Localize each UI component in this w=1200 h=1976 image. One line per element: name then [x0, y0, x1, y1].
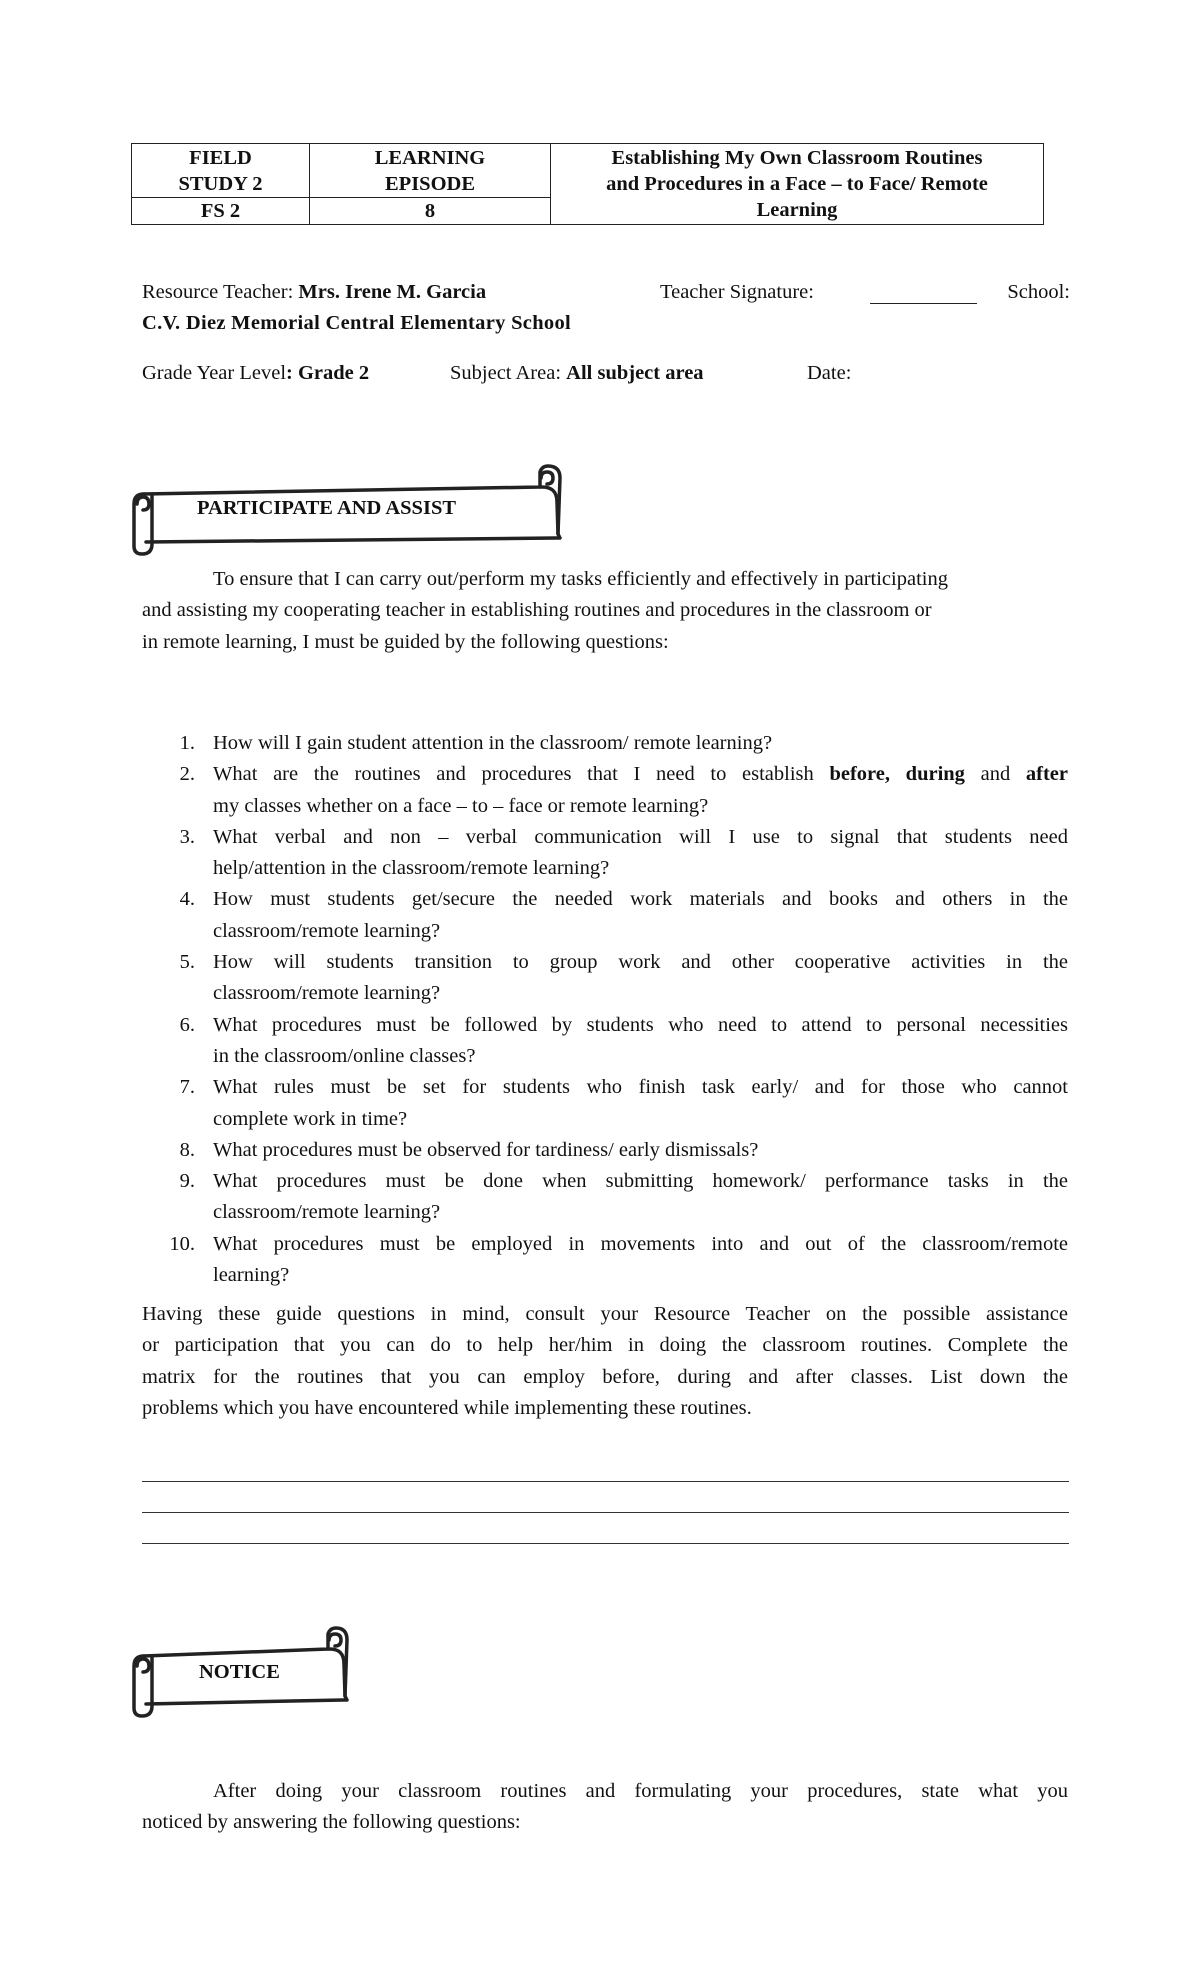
episode-header-table	[131, 143, 1044, 225]
question-text: What procedures must be followed by students who need to attend to personal necessities	[213, 1013, 1068, 1036]
notice-paragraph	[142, 1776, 1068, 1839]
list-item	[142, 728, 1068, 759]
question-text: How will I gain student attention in the classroom/ remote learning?	[213, 732, 773, 754]
grade-value: Grade 2	[292, 362, 370, 384]
notice-title: NOTICE	[199, 1661, 280, 1683]
grade-colon: :	[286, 362, 293, 384]
question-text: What procedures must be observed for tardiness/ early dismissals?	[213, 1138, 759, 1161]
participate-assist-title: PARTICIPATE AND ASSIST	[197, 497, 457, 519]
teacher-signature-label: Teacher Signature:	[660, 281, 814, 303]
resource-teacher-name: Mrs. Irene M. Garcia	[298, 281, 487, 303]
grade-subject-line	[142, 358, 1070, 389]
question-text-cont: help/attention in the classroom/remote learning?	[213, 857, 610, 880]
question-number: 2.	[179, 763, 195, 786]
answer-line-3[interactable]	[142, 1543, 1069, 1544]
list-item	[142, 759, 1068, 822]
question-number: 5.	[179, 951, 195, 974]
list-item	[142, 947, 1068, 1010]
question-text: What rules must be set for students who finish task early/ and for those who cannot	[213, 1076, 1068, 1099]
list-item	[142, 1166, 1068, 1229]
question-bold-part: before, during	[829, 763, 965, 786]
question-text	[213, 759, 1068, 790]
intro-line-3: in remote learning, I must be guided by the following questions:	[142, 630, 669, 653]
field-study-line1: FIELD	[189, 146, 252, 169]
question-number: 10.	[169, 1232, 195, 1255]
intro-line-2: and assisting my cooperating teacher in establishing routines and procedures in the classroom or	[142, 599, 932, 622]
consult-line-1: Having these guide questions in mind, consult your Resource Teacher on the possible assistance	[142, 1303, 1068, 1325]
notice-line-2: noticed by answering the following questions:	[142, 1811, 521, 1834]
question-number: 1.	[179, 732, 195, 754]
signature-blank[interactable]	[870, 285, 977, 304]
list-item	[142, 1135, 1068, 1166]
grade-label: Grade Year Level	[142, 362, 287, 384]
answer-line-1[interactable]	[142, 1481, 1069, 1482]
question-text-cont: classroom/remote learning?	[213, 1201, 441, 1224]
fs-code-cell: FS 2	[132, 198, 310, 225]
consult-paragraph	[142, 1299, 1068, 1424]
resource-teacher-line	[142, 277, 1070, 308]
question-number: 8.	[179, 1138, 195, 1161]
question-text: What verbal and non – verbal communication will I use to signal that students need	[213, 825, 1068, 848]
guide-questions-list	[142, 728, 1068, 1291]
question-text-cont: my classes whether on a face – to – face or remote learning?	[213, 794, 709, 817]
question-text: How will students transition to group work and other cooperative activities in the	[213, 951, 1068, 974]
question-number: 3.	[179, 825, 195, 848]
question-bold-part: after	[1025, 763, 1069, 786]
question-text-cont: in the classroom/online classes?	[213, 1044, 476, 1067]
question-text-cont: classroom/remote learning?	[213, 982, 441, 1005]
question-text-part: and	[964, 763, 1026, 786]
notice-banner	[130, 1626, 350, 1718]
consult-line-4: problems which you have encountered while implementing these routines.	[142, 1396, 752, 1419]
intro-paragraph	[142, 564, 1068, 658]
list-item	[142, 1072, 1068, 1135]
field-study-cell	[132, 144, 310, 198]
subject-value: All subject area	[566, 362, 704, 384]
learning-episode-line2: EPISODE	[385, 172, 475, 195]
list-item	[142, 1229, 1068, 1292]
question-text-cont: classroom/remote learning?	[213, 919, 441, 942]
notice-line-1: After doing your classroom routines and formulating your procedures, state what you	[213, 1780, 1068, 1802]
learning-episode-cell	[310, 144, 551, 198]
consult-line-3: matrix for the routines that you can employ before, during and after classes. List down the	[142, 1365, 1068, 1388]
episode-number-cell: 8	[310, 198, 551, 225]
field-study-line2: STUDY 2	[178, 172, 263, 195]
subject-label: Subject Area:	[450, 362, 567, 384]
question-text: What procedures must be employed in movements into and out of the classroom/remote	[213, 1232, 1068, 1255]
participate-assist-banner	[130, 464, 562, 556]
subject-area	[450, 358, 704, 389]
school-label: School:	[1007, 281, 1070, 303]
question-text-cont: complete work in time?	[213, 1107, 408, 1130]
episode-title-cell	[551, 144, 1044, 225]
question-text: How must students get/secure the needed work materials and books and others in the	[213, 888, 1068, 911]
episode-title-line2: and Procedures in a Face – to Face/ Remote	[606, 173, 988, 195]
school-name-line	[142, 308, 571, 339]
question-text-part: What are the routines and procedures that I need to establish	[213, 763, 830, 786]
school-name: C.V. Diez Memorial Central Elementary School	[142, 312, 571, 334]
intro-line-1: To ensure that I can carry out/perform my tasks efficiently and effectively in participating	[213, 568, 948, 590]
episode-title-line1: Establishing My Own Classroom Routines	[611, 147, 983, 169]
question-number: 9.	[179, 1170, 195, 1193]
list-item	[142, 884, 1068, 947]
question-number: 6.	[179, 1013, 195, 1036]
answer-line-2[interactable]	[142, 1512, 1069, 1513]
question-text: What procedures must be done when submitting homework/ performance tasks in the	[213, 1170, 1068, 1193]
question-number: 7.	[179, 1076, 195, 1099]
list-item	[142, 1010, 1068, 1073]
learning-episode-line1: LEARNING	[374, 146, 486, 169]
resource-teacher-label: Resource Teacher:	[142, 281, 299, 303]
question-number: 4.	[179, 888, 195, 911]
date-label: Date:	[807, 362, 852, 384]
list-item	[142, 822, 1068, 885]
consult-line-2: or participation that you can do to help her/him in doing the classroom routines. Complete the	[142, 1334, 1068, 1357]
episode-title-line3: Learning	[756, 199, 838, 221]
question-text-cont: learning?	[213, 1264, 290, 1287]
